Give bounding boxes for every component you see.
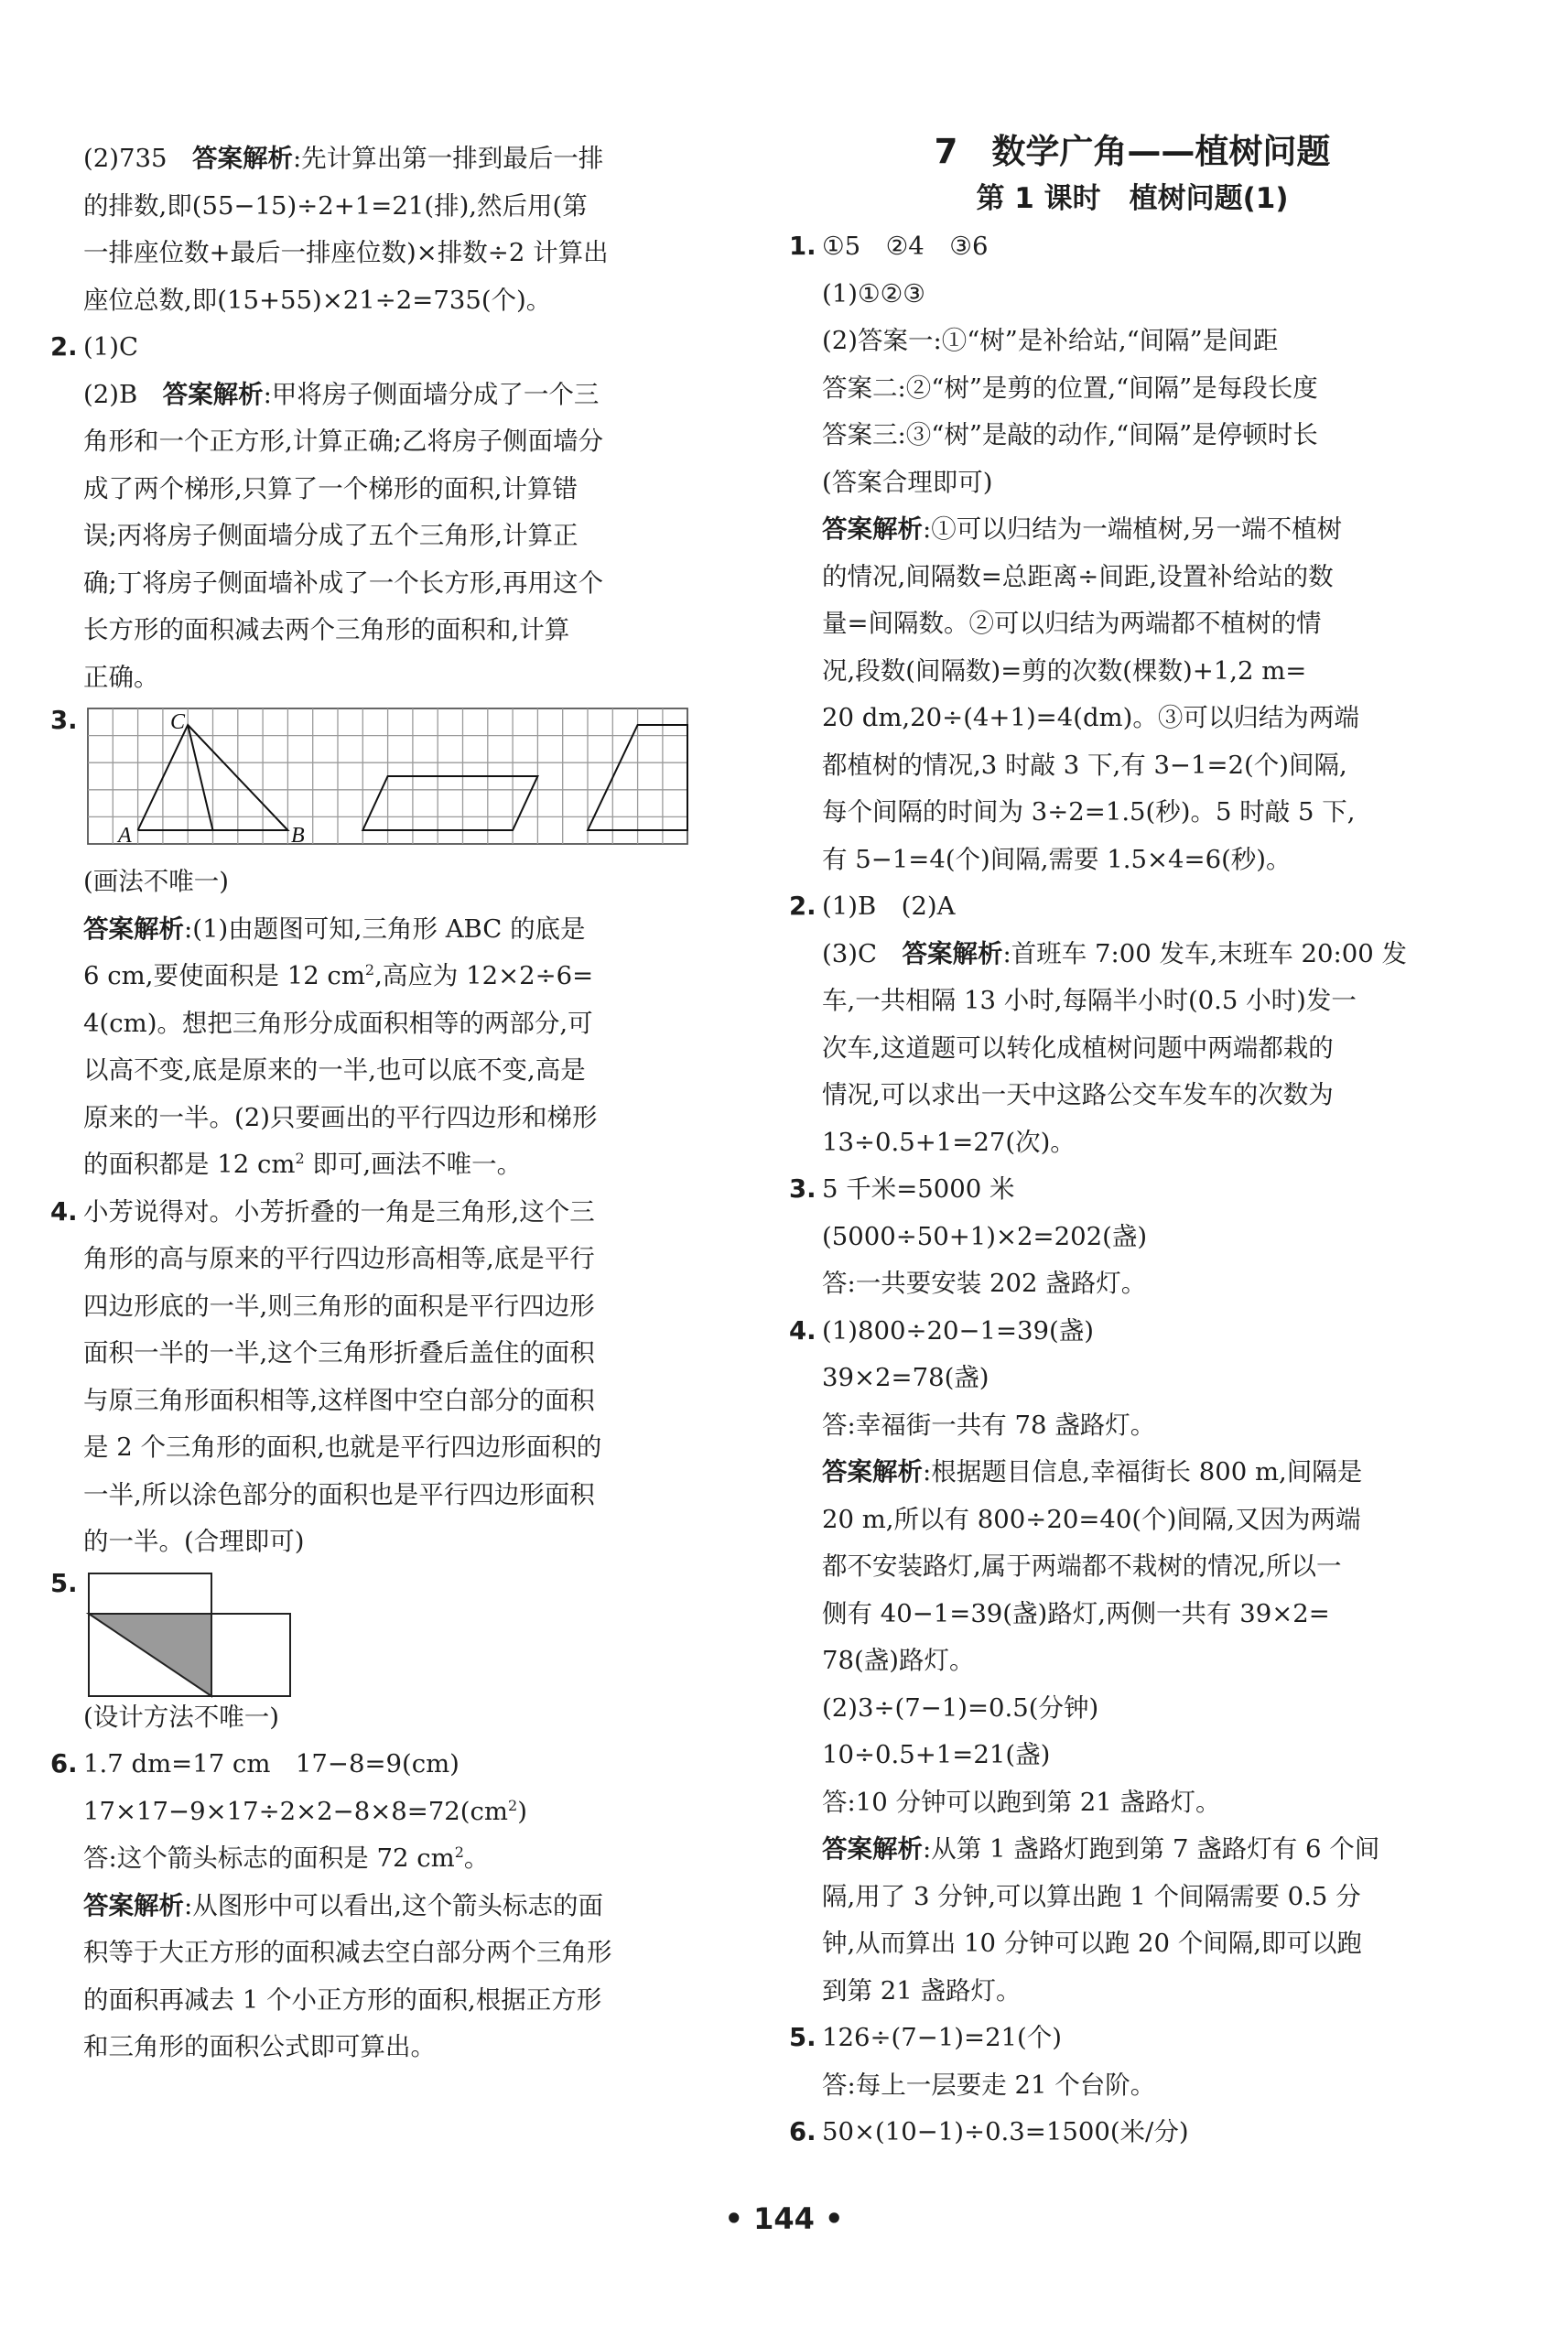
answer-line: 10÷0.5+1=21(盏) xyxy=(822,1740,1051,1769)
left-column xyxy=(50,135,732,2071)
answer-line: 都植树的情况,3 时敲 3 下,有 3−1=2(个)间隔, xyxy=(822,750,1347,780)
answer-line: 次车,这道题可以转化成植树问题中两端都栽的 xyxy=(822,1032,1334,1063)
shaded-figure xyxy=(83,1572,321,1700)
answer-line: 座位总数,即(15+55)×21÷2=735(个)。 xyxy=(83,285,552,315)
question-5 xyxy=(50,1566,732,1694)
answer-line: 情况,可以求出一天中这路公交车发车的次数为 xyxy=(822,1080,1334,1109)
answer-line: 以高不变,底是原来的一半,也可以底不变,高是 xyxy=(83,1055,586,1085)
answer-line: 车,一共相隔 13 小时,每隔半小时(0.5 小时)发一 xyxy=(822,986,1357,1015)
answer-line: 每个间隔的时间为 3÷2=1.5(秒)。5 时敲 5 下, xyxy=(822,797,1356,827)
answer-line: (2)B 答案解析:甲将房子侧面墙分成了一个三 xyxy=(83,379,600,409)
answer-line: 13÷0.5+1=27(次)。 xyxy=(822,1127,1076,1157)
answer-line: 一半,所以涂色部分的面积也是平行四边形面积 xyxy=(83,1479,595,1509)
answer-line: 39×2=78(盏) xyxy=(822,1363,989,1392)
answer-line: 答案解析:从第 1 盏路灯跑到第 7 盏路灯有 6 个间 xyxy=(822,1834,1380,1864)
answer-line: 的一半。(合理即可) xyxy=(83,1527,305,1556)
question-number: 3. xyxy=(50,706,78,735)
answer-line: (答案合理即可) xyxy=(822,467,993,497)
question-number: 6. xyxy=(50,1749,78,1778)
answer-line: 20 m,所以有 800÷20=40(个)间隔,又因为两端 xyxy=(822,1504,1361,1534)
answer-line: (2)答案一:①“树”是补给站,“间隔”是间距 xyxy=(822,326,1279,355)
answer-line: 答案解析:(1)由题图可知,三角形 ABC 的底是 xyxy=(83,914,586,944)
question-6: 6. 50×(10−1)÷0.3=1500(米/分) xyxy=(789,2109,1476,2157)
question-number: 2. xyxy=(50,332,78,362)
answer-line: 到第 21 盏路灯。 xyxy=(822,1975,1022,2005)
right-column xyxy=(789,132,1476,2157)
question-6: 6. 1.7 dm=17 cm 17−8=9(cm) xyxy=(50,1741,732,1789)
answer-line: 角形的高与原来的平行四边形高相等,底是平行 xyxy=(83,1244,595,1273)
question-5: 5. 126÷(7−1)=21(个) xyxy=(789,2015,1476,2062)
question-number: 1. xyxy=(789,232,816,261)
question-number: 4. xyxy=(789,1315,816,1346)
question-number: 4. xyxy=(50,1196,78,1227)
answer-line: 答案解析:从图形中可以看出,这个箭头标志的面 xyxy=(83,1890,604,1920)
question-number: 6. xyxy=(789,2117,816,2146)
answer-line: 的情况,间隔数=总距离÷间距,设置补给站的数 xyxy=(822,561,1334,591)
answer-line: 6 cm,要使面积是 12 $cm^2$,高应为 12×2÷6= xyxy=(83,960,594,990)
question-4: 4. (1)800÷20−1=39(盏) xyxy=(789,1308,1476,1356)
answer-line: 答:这个箭头标志的面积是 72 $cm^2$。 xyxy=(83,1843,490,1873)
answer-line: 答:10 分钟可以跑到第 21 盏路灯。 xyxy=(822,1787,1221,1817)
answer-line: 4(cm)。想把三角形分成面积相等的两部分,可 xyxy=(83,1008,593,1038)
answer-line: 确;丁将房子侧面墙补成了一个长方形,再用这个 xyxy=(83,568,604,598)
answer-line: 答:幸福街一共有 78 盏路灯。 xyxy=(822,1410,1156,1440)
answer-line: 是 2 个三角形的面积,也就是平行四边形面积的 xyxy=(83,1432,602,1462)
answer-line: 侧有 40−1=39(盏)路灯,两侧一共有 39×2= xyxy=(822,1598,1330,1628)
section-title: 7 数学广角——植树问题 xyxy=(934,132,1331,171)
question-3 xyxy=(50,705,732,859)
answer-line: 的面积再减去 1 个小正方形的面积,根据正方形 xyxy=(83,1984,602,2015)
answer-line: 答:每上一层要走 21 个台阶。 xyxy=(822,2070,1156,2100)
answer-line: 量=间隔数。②可以归结为两端都不植树的情 xyxy=(822,609,1322,638)
page-number: • 144 • xyxy=(724,2201,844,2236)
answer-line: 钟,从而算出 10 分钟可以跑 20 个间隔,即可以跑 xyxy=(822,1929,1362,1958)
answer-line: (5000÷50+1)×2=202(盏) xyxy=(822,1221,1148,1251)
answer-line: $17\times 17-9\times 17\div 2\times 2-8\times 8=72(cm^2)$ xyxy=(83,1796,527,1826)
answer-line: 误;丙将房子侧面墙分成了五个三角形,计算正 xyxy=(83,521,579,550)
answer-line: (2)3÷(7−1)=0.5(分钟) xyxy=(822,1692,1099,1723)
answer-line: 成了两个梯形,只算了一个梯形的面积,计算错 xyxy=(83,473,578,503)
question-number: 5. xyxy=(789,2023,816,2052)
answer-line: 原来的一半。(2)只要画出的平行四边形和梯形 xyxy=(83,1102,598,1132)
answer-line: (1)①②③ xyxy=(822,278,925,308)
answer-line: 与原三角形面积相等,这样图中空白部分的面积 xyxy=(83,1385,595,1415)
answer-line: 正确。 xyxy=(83,662,159,692)
answer-line: 面积一半的一半,这个三角形折叠后盖住的面积 xyxy=(83,1338,595,1368)
answer-line: 的面积都是 12 $cm^2$ 即可,画法不唯一。 xyxy=(83,1149,523,1179)
answer-line: 都不安装路灯,属于两端都不栽树的情况,所以一 xyxy=(822,1551,1342,1581)
answer-line: 78(盏)路灯。 xyxy=(822,1646,975,1675)
lesson-subtitle: 第 1 课时 植树问题(1) xyxy=(976,182,1289,215)
question-3: 3. 5 千米=5000 米 xyxy=(789,1166,1476,1214)
answer-line: 答案解析:根据题目信息,幸福街长 800 m,间隔是 xyxy=(822,1457,1363,1487)
answer-line: 答案三:③“树”是敲的动作,“间隔”是停顿时长 xyxy=(822,420,1318,449)
question-number: 2. xyxy=(789,892,816,921)
answer-line: 答:一共要安装 202 盏路灯。 xyxy=(822,1269,1147,1298)
answer-line: 积等于大正方形的面积减去空白部分两个三角形 xyxy=(83,1938,612,1967)
parallelogram xyxy=(362,776,537,830)
answer-line: 的排数,即(55−15)÷2+1=21(排),然后用(第 xyxy=(83,190,588,221)
question-2: 2. (1)C xyxy=(50,324,732,372)
grid-figure xyxy=(83,707,729,853)
question-number: 5. xyxy=(50,1568,78,1598)
answer-line: (3)C 答案解析:首班车 7:00 发车,末班车 20:00 发 xyxy=(822,938,1407,968)
answer-line: 隔,用了 3 分钟,可以算出跑 1 个间隔需要 0.5 分 xyxy=(822,1881,1361,1911)
answer-line: 答案解析:①可以归结为一端植树,另一端不植树 xyxy=(822,514,1343,544)
answer-line: (设计方法不唯一) xyxy=(83,1702,279,1732)
shaded-triangle xyxy=(89,1614,211,1696)
answer-line: (画法不唯一) xyxy=(83,867,229,896)
answer-line: 角形和一个正方形,计算正确;乙将房子侧面墙分 xyxy=(83,427,604,456)
question-number: 3. xyxy=(789,1174,816,1204)
answer-line: 四边形底的一半,则三角形的面积是平行四边形 xyxy=(83,1291,595,1321)
answer-line: 一排座位数+最后一排座位数)×排数÷2 计算出 xyxy=(83,238,609,267)
answer-line: 况,段数(间隔数)=剪的次数(棵数)+1,2 m= xyxy=(822,655,1307,686)
question-1: 1. ①5 ②4 ③6 xyxy=(789,223,1476,271)
label-b: B xyxy=(291,824,305,848)
answer-line: 长方形的面积减去两个三角形的面积和,计算 xyxy=(83,615,570,644)
label-c: C xyxy=(170,710,186,734)
answer-line: 答案二:②“树”是剪的位置,“间隔”是每段长度 xyxy=(822,373,1318,403)
label-a: A xyxy=(118,824,132,848)
question-4: 4. 小芳说得对。小芳折叠的一角是三角形,这个三 xyxy=(50,1189,732,1237)
answer-line: 和三角形的面积公式即可算出。 xyxy=(83,2032,436,2061)
answer-line: 有 5−1=4(个)间隔,需要 1.5×4=6(秒)。 xyxy=(822,844,1292,874)
question-2: 2. (1)B (2)A xyxy=(789,883,1476,931)
answer-line: 20 dm,20÷(4+1)=4(dm)。③可以归结为两端 xyxy=(822,703,1359,732)
answer-line: (2)735 答案解析:先计算出第一排到最后一排 xyxy=(83,144,604,173)
